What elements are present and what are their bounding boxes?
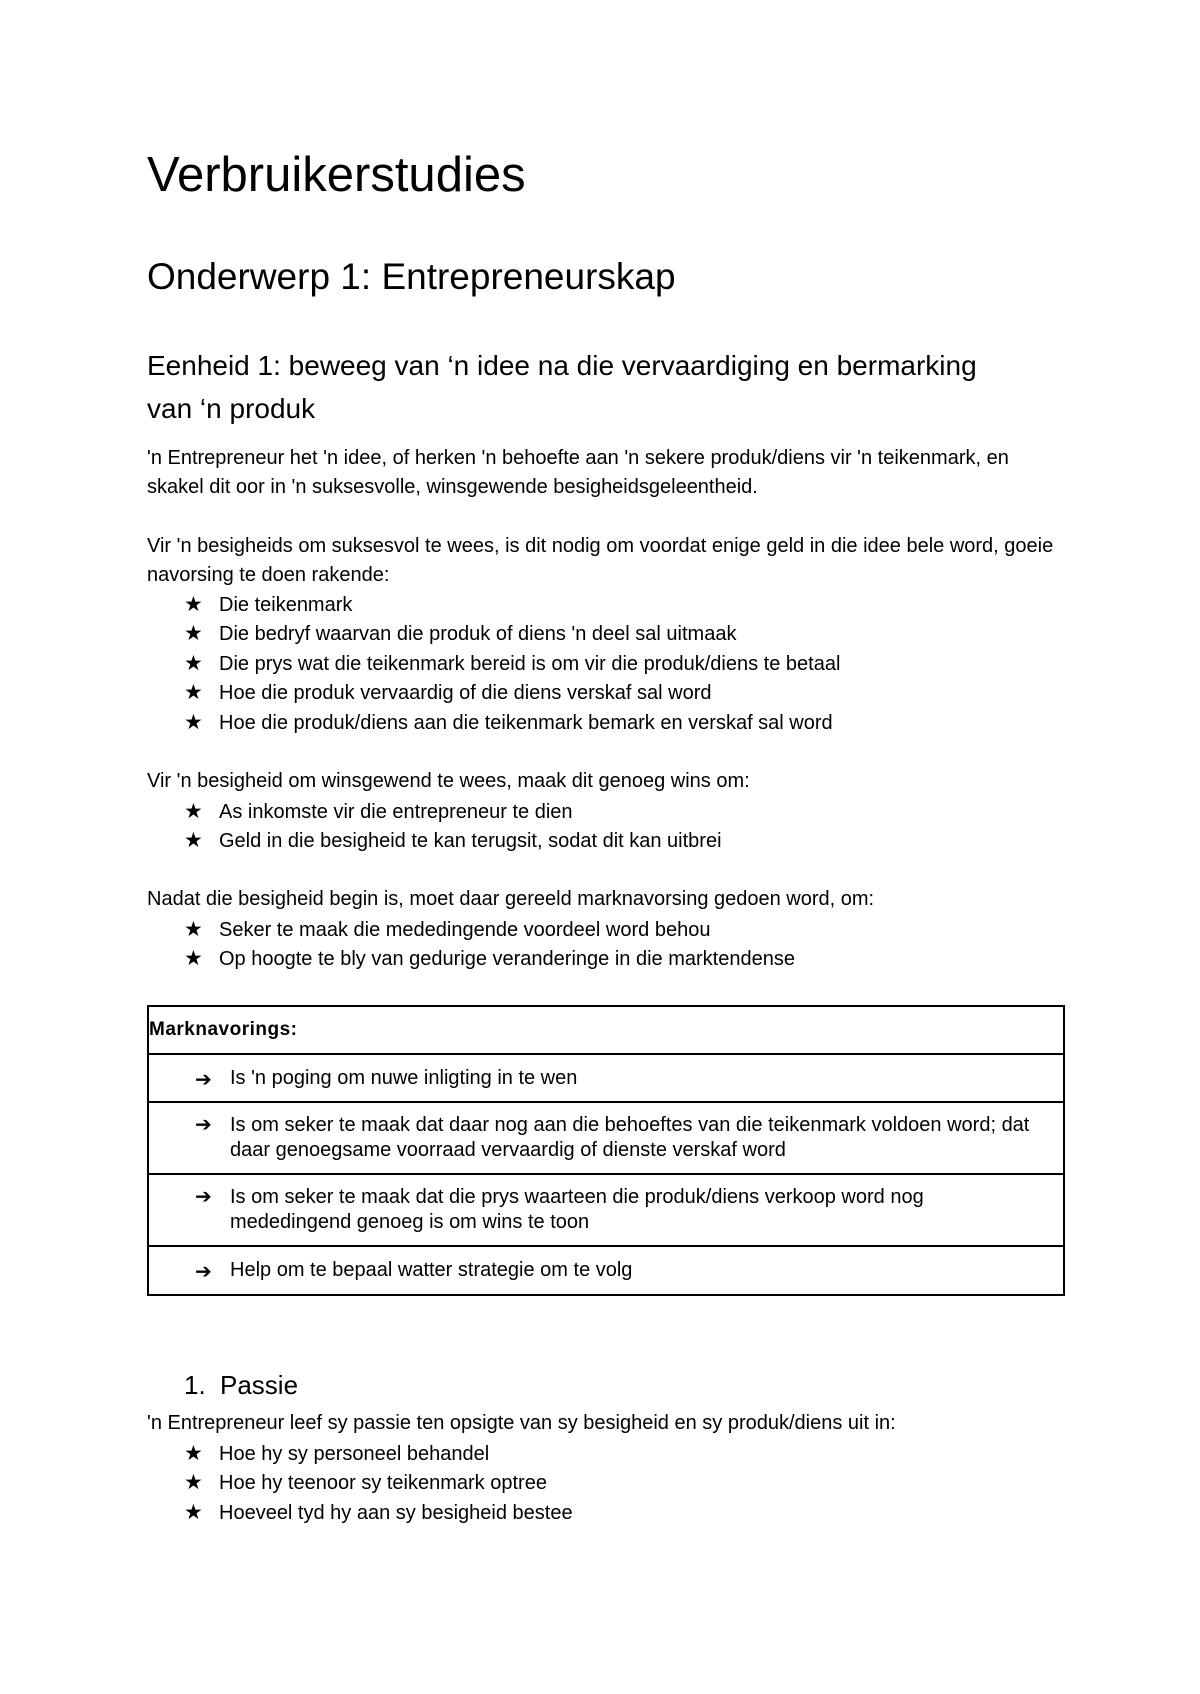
table-cell-text: Is 'n poging om nuwe inligting in te wen xyxy=(230,1066,578,1089)
list-item: ★ Op hoogte te bly van gedurige veranderinge in die marktendense xyxy=(184,944,795,974)
market-research-table xyxy=(147,1005,1065,1296)
table-cell-text: Help om te bepaal watter strategie om te volg xyxy=(230,1259,633,1281)
list-item: ★ Geld in die besigheid te kan terugsit, sodat dit kan uitbrei xyxy=(184,826,722,856)
list-item: ★ Hoeveel tyd hy aan sy besigheid bestee xyxy=(184,1498,573,1528)
arrow-bullet-icon: ➔ xyxy=(195,1261,212,1283)
list-item: ★ Die bedryf waarvan die produk of diens 'n deel sal uitmaak xyxy=(184,619,736,649)
list-item: ★ Hoe hy teenoor sy teikenmark optree xyxy=(184,1468,547,1498)
star-bullet-icon: ★ xyxy=(184,711,203,734)
table-cell-text: Is om seker te maak dat die prys waarteen die produk/diens verkoop word nog mededingend genoeg is om wins te toon xyxy=(230,1186,924,1233)
star-bullet-icon: ★ xyxy=(184,1471,203,1494)
passie-heading xyxy=(184,1367,298,1403)
table-row xyxy=(148,1102,1064,1174)
heading-text: Passie xyxy=(220,1370,299,1400)
section2-lead: Vir 'n besigheid om winsgewend te wees, maak dit genoeg wins om: xyxy=(147,770,750,792)
table-row xyxy=(148,1054,1064,1102)
passie-lead: 'n Entrepreneur leef sy passie ten opsigte van sy besigheid en sy produk/diens uit in: xyxy=(147,1412,896,1434)
table-cell-text: Is om seker te maak dat daar nog aan die behoeftes van die teikenmark voldoen word; dat daar genoegsame voorraad vervaardig of dienste verskaf word xyxy=(230,1114,1030,1161)
star-bullet-icon: ★ xyxy=(184,829,203,852)
unit-heading: Eenheid 1: beweeg van ‘n idee na die vervaardiging en bermarking van ‘n produk xyxy=(147,350,977,424)
document-title: Verbruikerstudies xyxy=(147,148,526,202)
list-item: ★ Seker te maak die mededingende voordeel word behou xyxy=(184,915,710,945)
table-row xyxy=(148,1246,1064,1295)
star-bullet-icon: ★ xyxy=(184,800,203,823)
star-bullet-icon: ★ xyxy=(184,947,203,970)
table-header-cell: Marknavorings: xyxy=(148,1006,1064,1054)
arrow-bullet-icon: ➔ xyxy=(195,1069,212,1091)
star-bullet-icon: ★ xyxy=(184,622,203,645)
list-item: ★ Die teikenmark xyxy=(184,590,352,620)
star-bullet-icon: ★ xyxy=(184,1501,203,1524)
star-bullet-icon: ★ xyxy=(184,681,203,704)
list-item: ★ As inkomste vir die entrepreneur te dien xyxy=(184,797,573,827)
star-bullet-icon: ★ xyxy=(184,652,203,675)
list-item: ★ Hoe die produk/diens aan die teikenmark bemark en verskaf sal word xyxy=(184,708,833,738)
heading-number: 1. xyxy=(184,1370,206,1400)
arrow-bullet-icon: ➔ xyxy=(195,1186,212,1208)
section3-lead: Nadat die besigheid begin is, moet daar gereeld marknavorsing gedoen word, om: xyxy=(147,888,875,910)
list-item: ★ Hoe die produk vervaardig of die diens verskaf sal word xyxy=(184,678,711,708)
list-item: ★ Die prys wat die teikenmark bereid is om vir die produk/diens te betaal xyxy=(184,649,840,679)
star-bullet-icon: ★ xyxy=(184,593,203,616)
intro-paragraph: 'n Entrepreneur het 'n idee, of herken 'n behoefte aan 'n sekere produk/diens vir 'n teikenmark, en skakel dit oor in 'n suksesvolle, winsgewende besigheidsgeleentheid. xyxy=(147,447,1009,498)
table-header-row xyxy=(148,1006,1064,1054)
list-item: ★ Hoe hy sy personeel behandel xyxy=(184,1439,489,1469)
star-bullet-icon: ★ xyxy=(184,1442,203,1465)
star-bullet-icon: ★ xyxy=(184,918,203,941)
topic-heading: Onderwerp 1: Entrepreneurskap xyxy=(147,256,676,297)
table-row xyxy=(148,1174,1064,1246)
section1-lead: Vir 'n besigheids om suksesvol te wees, is dit nodig om voordat enige geld in die idee bele word, goeie navorsing te doen rakende: xyxy=(147,535,1054,586)
arrow-bullet-icon: ➔ xyxy=(195,1114,212,1136)
